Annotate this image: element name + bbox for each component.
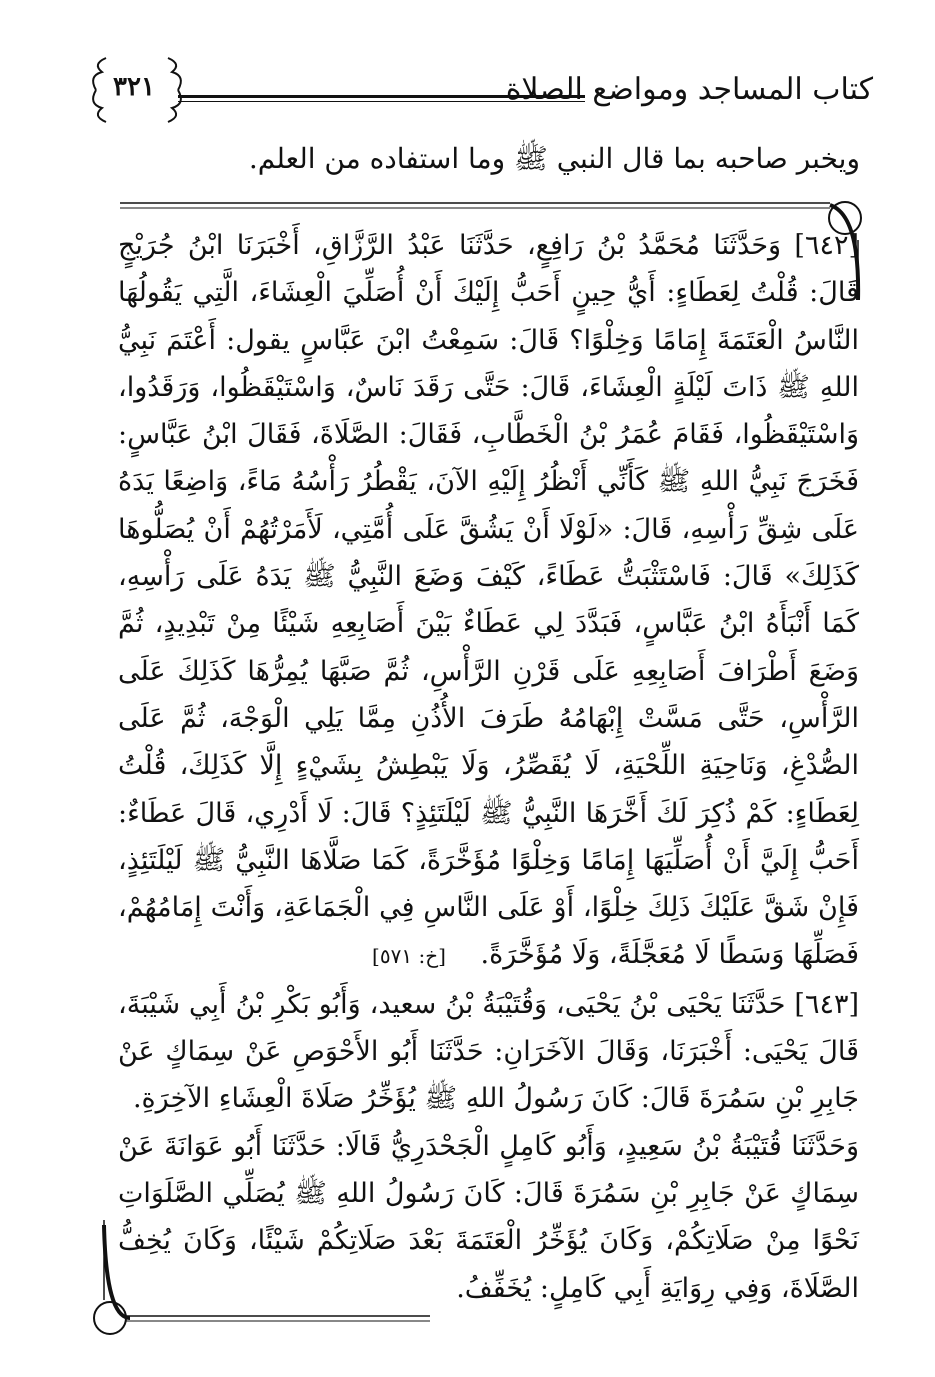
intro-line: ويخبر صاحبه بما قال النبي ﷺ وما استفاده من العلم. xyxy=(248,142,860,175)
hadith-642-reference: [خ: ٥٧١] xyxy=(372,944,446,969)
hadith-643: [٦٤٣] حَدَّثَنَا يَحْيَى بْنُ يَحْيَى، وَقُتَيْبَةُ بْنُ سعيد، وَأَبُو بَكْرِ بْنُ أَبِي شَيْبَةَ، قَالَ يَحْيَى: أَخْبَرَنَا، وَقَالَ الآخَرَانِ: حَدَّثَنَا أَبُو الأَحْوَصِ عَنْ سِمَاكٍ عَنْ جَابِرِ بْنِ سَمُرَةَ قَالَ: كَانَ رَسُولُ اللهِ ﷺ يُؤَخِّرُ صَلَاةَ الْعِشَاءِ الآخِرَةِ. xyxy=(118,988,859,1115)
hadith-643-second-chain: وَحَدَّثَنَا قُتَيْبَةُ بْنُ سَعِيدٍ، وَأَبُو كَامِلٍ الْجَحْدَرِيُّ قَالَا: حَدَّثَنَا أَبُو عَوَانَةَ عَنْ سِمَاكٍ عَنْ جَابِرِ بْنِ سَمُرَةَ قَالَ: كَانَ رَسُولُ اللهِ ﷺ يُصَلِّي الصَّلَوَاتِ نَحْوًا مِنْ صَلَاتِكُمْ، وَكَانَ يُؤَخِّرُ الْعَتَمَةَ بَعْدَ صَلَاتِكُمْ شَيْئًا، وَكَانَ يُخِفُّ الصَّلَاةَ، وَفِي رِوَايَةِ أَبِي كَامِلٍ: يُخَفِّفُ. xyxy=(118,1130,859,1304)
header-rule-thin xyxy=(178,101,585,102)
page-number: ٣٢١ xyxy=(113,72,155,102)
header-rule xyxy=(178,95,585,98)
hadith-642-text: [٦٤٢] وَحَدَّثَنَا مُحَمَّدُ بْنُ رَافِعٍ، حَدَّثَنَا عَبْدُ الرَّزَّاقِ، أَخْبَرَنَا ابْنُ جُرَيْجٍ قَالَ: قُلْتُ لِعَطَاءٍ: أَيُّ حِينٍ أَحَبُّ إِلَيْكَ أَنْ أُصَلِّيَ الْعِشَاءَ، الَّتِي يَقُولُهَا النَّاسُ الْعَتَمَةَ إِمَامًا وَخِلْوًا؟ قَالَ: سَمِعْتُ ابْنَ عَبَّاسٍ يقول: أَعْتَمَ نَبِيُّ اللهِ ﷺ ذَاتَ لَيْلَةٍ الْعِشَاءَ، قَالَ: حَتَّى رَقَدَ نَاسٌ، وَاسْتَيْقَظُوا، وَرَقَدُوا، وَاسْتَيْقَظُوا، فَقَامَ عُمَرُ بْنُ الْخَطَّابِ، فَقَالَ: الصَّلَاةَ، فَقَالَ ابْنُ عَبَّاسٍ: فَخَرَجَ نَبِيُّ اللهِ ﷺ كَأَنِّي أَنْظُرُ إِلَيْهِ الآنَ، يَقْطُرُ رَأْسُهُ مَاءً، وَاضِعًا يَدَهُ عَلَى شِقِّ رَأْسِهِ، قَالَ: «لَوْلَا أَنْ يَشُقَّ عَلَى أُمَّتِي، لَأَمَرْتُهُمْ أَنْ يُصَلُّوهَا كَذَلِكَ» قَالَ: فَاسْتَثْبَتُّ عَطَاءً، كَيْفَ وَضَعَ النَّبِيُّ ﷺ يَدَهُ عَلَى رَأْسِهِ، كَمَا أَنْبَأَهُ ابْنُ عَبَّاسٍ، فَبَدَّدَ لِي عَطَاءٌ بَيْنَ أَصَابِعِهِ شَيْئًا مِنْ تَبْدِيدٍ، ثُمَّ وَضَعَ أَطْرَافَ أَصَابِعِهِ عَلَى قَرْنِ الرَّأْسِ، ثُمَّ صَبَّهَا يُمِرُّهَا كَذَلِكَ عَلَى الرَّأْسِ، حَتَّى مَسَّتْ إِبْهَامُهُ طَرَفَ الأُذُنِ مِمَّا يَلِي الْوَجْهَ، ثُمَّ عَلَى الصُّدْغِ، وَنَاحِيَةِ اللِّحْيَةِ، لَا يُقَصِّرُ، وَلَا يَبْطِشُ بِشَيْءٍ إِلَّا كَذَلِكَ، قُلْتُ لِعَطَاءٍ: كَمْ ذُكِرَ لَكَ أَخَّرَهَا النَّبِيُّ ﷺ لَيْلَتَئِذٍ؟ قَالَ: لَا أَدْرِي، قَالَ عَطَاءٌ: أَحَبُّ إِلَيَّ أَنْ أُصَلِّيَهَا إِمَامًا وَخِلْوًا مُؤَخَّرَةً، كَمَا صَلَّاهَا النَّبِيُّ ﷺ لَيْلَتَئِذٍ، فَإِنْ شَقَّ عَلَيْكَ ذَلِكَ خِلْوًا، أَوْ عَلَى النَّاسِ فِي الْجَمَاعَةِ، وَأَنْتَ إِمَامُهُمْ، فَصَلِّهَا وَسَطًا لَا مُعَجَّلَةً، وَلَا مُؤَخَّرَةً. xyxy=(118,230,859,971)
hadith-body xyxy=(118,222,859,1312)
book-title: كتاب المساجد ومواضع الصلاة xyxy=(505,72,873,107)
hadith-642 xyxy=(118,222,859,981)
